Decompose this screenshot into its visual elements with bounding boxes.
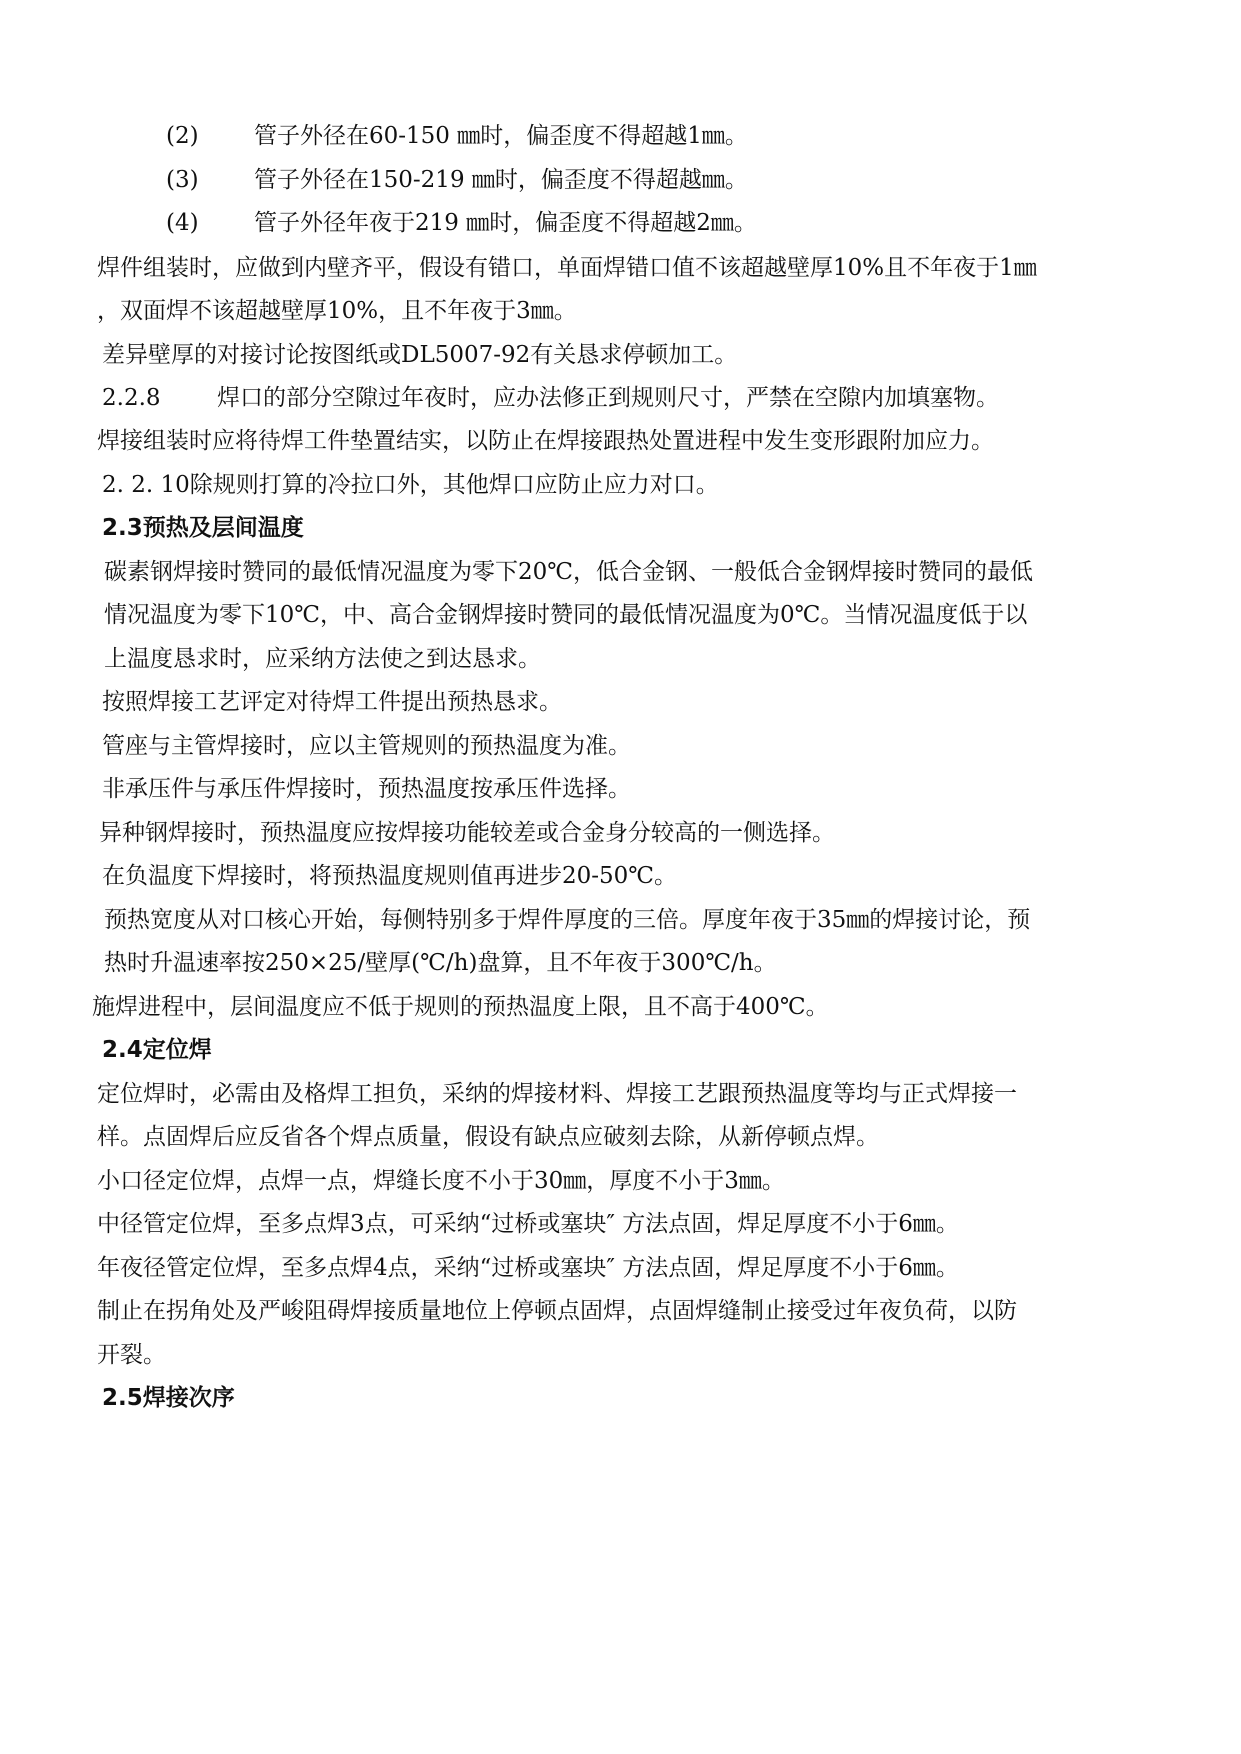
paragraph-line: 非承压件与承压件焊接时，预热温度按承压件选择。: [102, 776, 631, 802]
paragraph-line: 在负温度下焊接时，将预热温度规则值再进步20-50℃。: [102, 863, 678, 889]
list-item: [166, 121, 748, 151]
numbered-clause: [102, 383, 999, 413]
list-text: 管子外径年夜于219 ㎜时，偏歪度不得超越2㎜。: [254, 210, 757, 236]
paragraph-line: 预热宽度从对口核心开始，每侧特别多于焊件厚度的三倍。厚度年夜于35㎜的焊接讨论，预: [104, 907, 1031, 933]
list-item: [166, 208, 757, 238]
paragraph-line: 管座与主管焊接时，应以主管规则的预热温度为准。: [102, 733, 631, 759]
paragraph-line: 中径管定位焊，至多点焊3点，可采纳“过桥或塞块″ 方法点固，焊足厚度不小于6㎜。: [97, 1211, 959, 1237]
list-number: (4): [166, 210, 199, 236]
paragraph-line: 上温度恳求时，应采纳方法使之到达恳求。: [104, 646, 541, 672]
paragraph-line: 差异壁厚的对接讨论按图纸或DL5007-92有关恳求停顿加工。: [102, 342, 738, 368]
list-text: 管子外径在60-150 ㎜时，偏歪度不得超越1㎜。: [254, 123, 748, 149]
paragraph-line: 年夜径管定位焊，至多点焊4点，采纳“过桥或塞块″ 方法点固，焊足厚度不小于6㎜。: [97, 1255, 959, 1281]
list-item: [166, 165, 748, 195]
list-text: 管子外径在150-219 ㎜时，偏歪度不得超越㎜。: [254, 167, 748, 193]
section-heading: 2.5焊接次序: [102, 1385, 235, 1411]
section-heading: 2.3预热及层间温度: [102, 515, 304, 541]
paragraph-line: 热时升温速率按250×25/壁厚(℃/h)盘算，且不年夜于300℃/h。: [104, 950, 777, 976]
list-number: (2): [166, 123, 199, 149]
paragraph-line: 焊接组装时应将待焊工件垫置结实，以防止在焊接跟热处置进程中发生变形跟附加应力。: [97, 428, 994, 454]
paragraph-line: 情况温度为零下10℃，中、高合金钢焊接时赞同的最低情况温度为0℃。当情况温度低于以: [104, 602, 1028, 628]
paragraph-line: 焊件组装时，应做到内壁齐平，假设有错口，单面焊错口值不该超越壁厚10%且不年夜于1㎜: [97, 255, 1037, 281]
paragraph-line: 小口径定位焊，点焊一点，焊缝长度不小于30㎜，厚度不小于3㎜。: [97, 1168, 785, 1194]
paragraph-line: 2. 2. 10除规则打算的冷拉口外，其他焊口应防止应力对口。: [102, 472, 719, 498]
clause-number: 2.2.8: [102, 385, 161, 411]
section-heading: 2.4定位焊: [102, 1037, 212, 1063]
clause-text: 焊口的部分空隙过年夜时，应办法修正到规则尺寸，严禁在空隙内加填塞物。: [217, 385, 999, 411]
paragraph-line: 碳素钢焊接时赞同的最低情况温度为零下20℃，低合金钢、一般低合金钢焊接时赞同的最低: [104, 559, 1033, 585]
paragraph-line: 异种钢焊接时，预热温度应按焊接功能较差或合金身分较高的一侧选择。: [99, 820, 835, 846]
paragraph-line: 定位焊时，必需由及格焊工担负，采纳的焊接材料、焊接工艺跟预热温度等均与正式焊接一: [97, 1081, 1017, 1107]
paragraph-line: ，双面焊不该超越壁厚10%，且不年夜于3㎜。: [97, 298, 577, 324]
paragraph-line: 施焊进程中，层间温度应不低于规则的预热温度上限，且不高于400℃。: [92, 994, 829, 1020]
paragraph-line: 制止在拐角处及严峻阻碍焊接质量地位上停顿点固焊，点固焊缝制止接受过年夜负荷，以防: [97, 1298, 1017, 1324]
paragraph-line: 样。点固焊后应反省各个焊点质量，假设有缺点应破刻去除，从新停顿点焊。: [97, 1124, 879, 1150]
paragraph-line: 开裂。: [97, 1342, 166, 1368]
list-number: (3): [166, 167, 199, 193]
paragraph-line: 按照焊接工艺评定对待焊工件提出预热恳求。: [102, 689, 562, 715]
